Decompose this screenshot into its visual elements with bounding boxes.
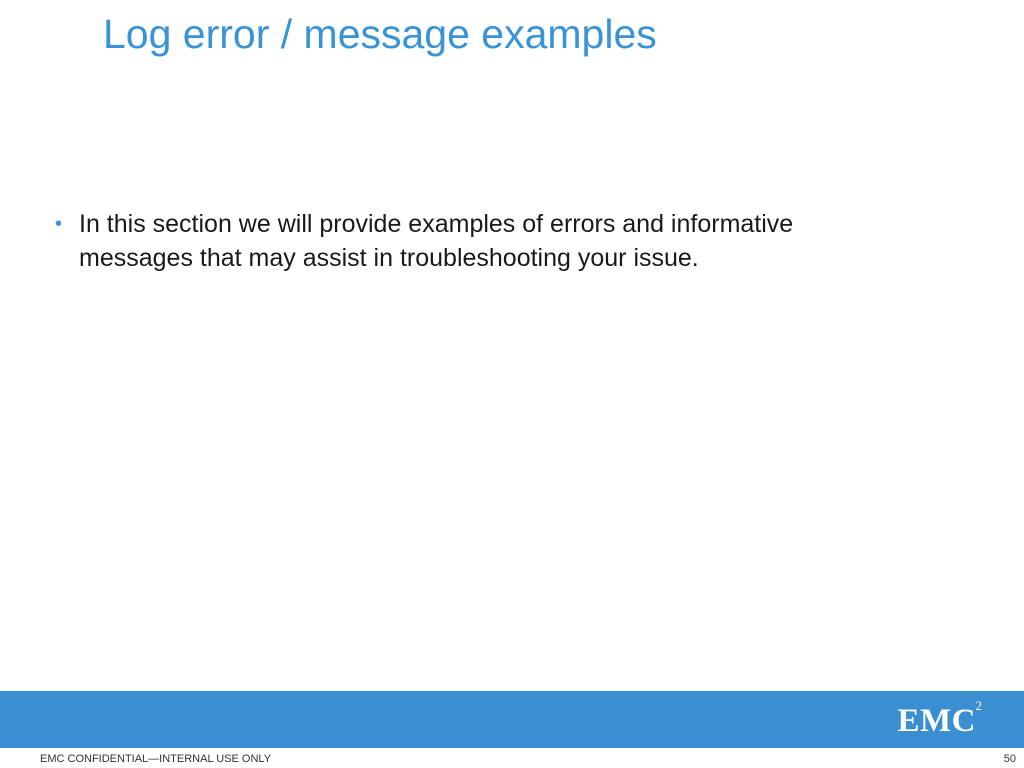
bullet-dot-icon: • <box>55 213 63 235</box>
page-number: 50 <box>1003 753 1016 765</box>
bullet-text-line: messages that may assist in troubleshooting your issue. <box>79 244 699 272</box>
footer-band <box>0 691 1024 748</box>
bullet-text <box>79 207 793 275</box>
slide-title: Log error / message examples <box>103 11 657 57</box>
emc-logo: EMC <box>897 703 976 739</box>
emc-logo-superscript: 2 <box>975 698 982 713</box>
bullet-text-line: In this section we will provide examples of errors and informative <box>79 210 794 238</box>
bullet-item <box>55 207 955 275</box>
confidential-notice: EMC CONFIDENTIAL—INTERNAL USE ONLY <box>40 753 272 765</box>
slide-body <box>55 207 955 275</box>
